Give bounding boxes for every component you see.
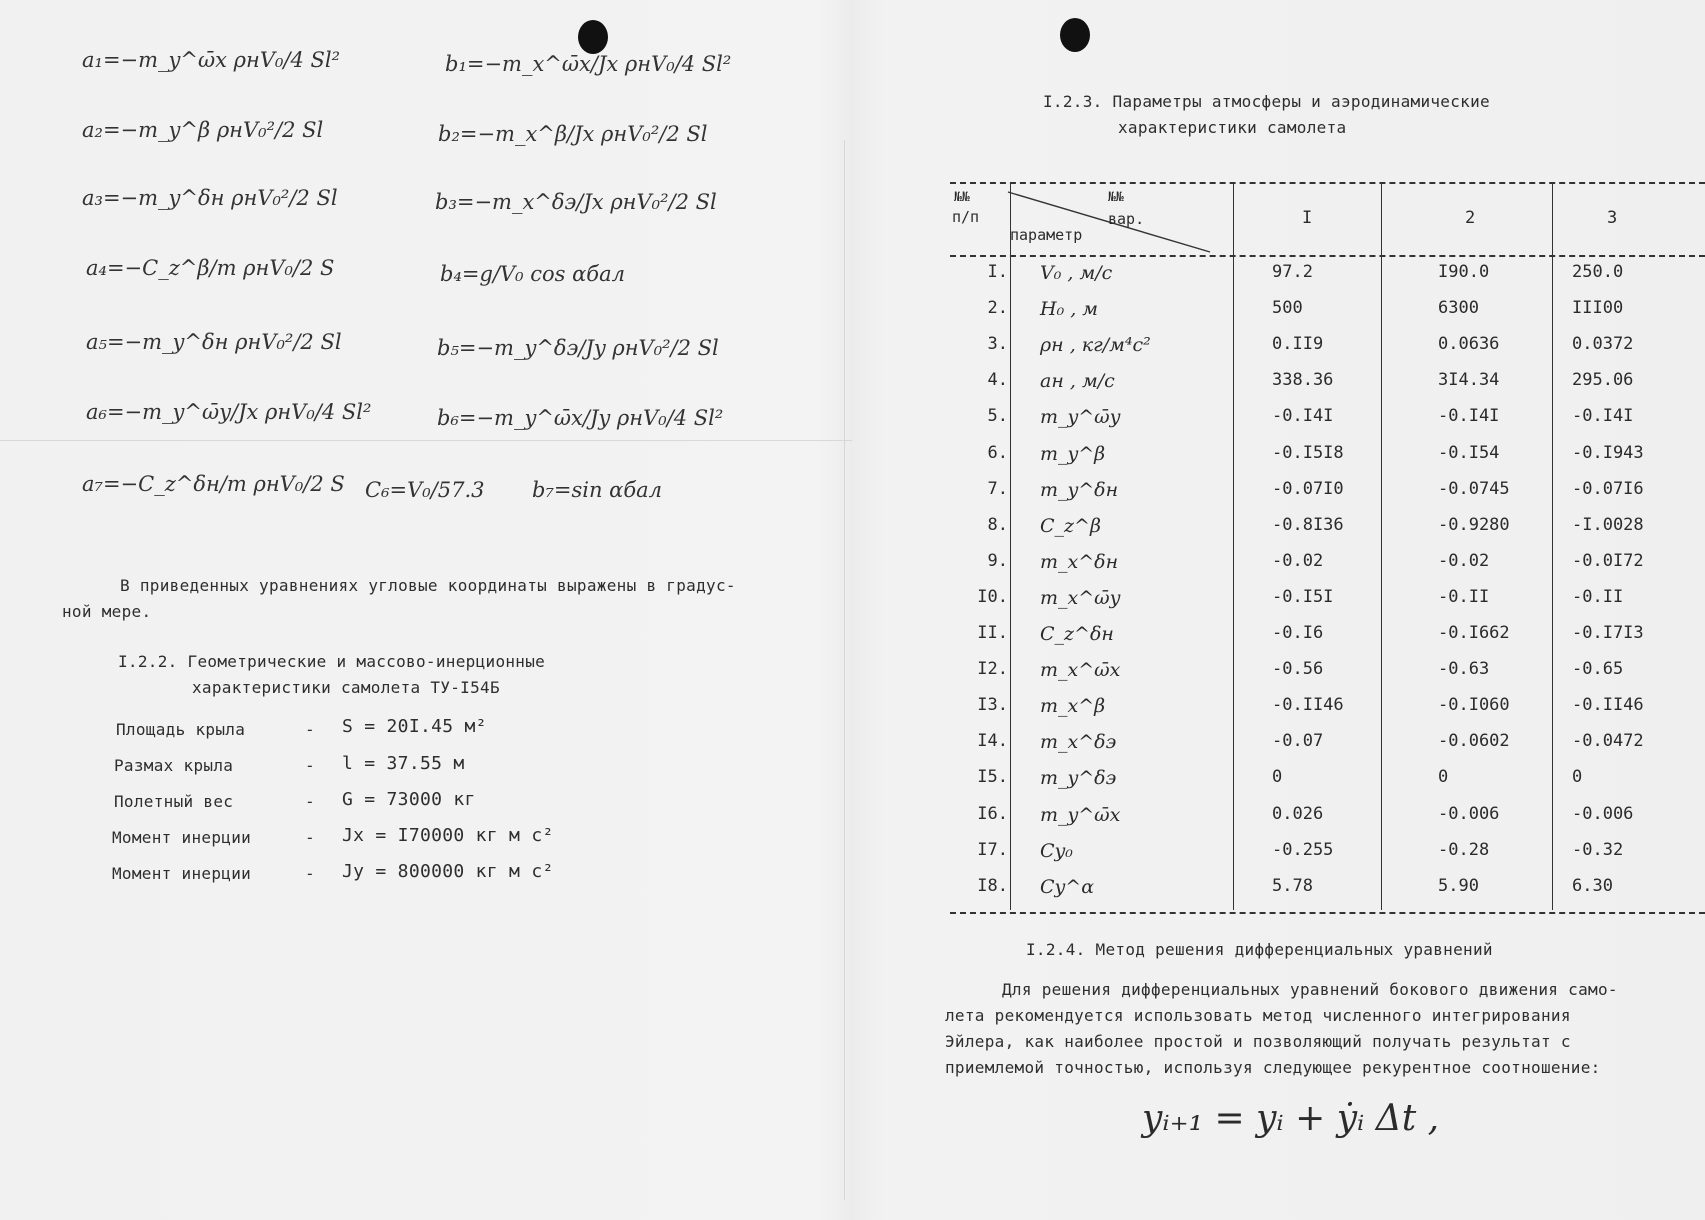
row-value-variant-1: -0.07I0 [1272, 478, 1344, 499]
table-col-divider [1552, 184, 1553, 910]
row-value-variant-1: 5.78 [1272, 875, 1313, 896]
row-value-variant-1: -0.255 [1272, 839, 1334, 860]
char-dash: - [305, 720, 315, 739]
row-number: I8. [977, 875, 1008, 896]
row-number: I6. [977, 803, 1008, 824]
row-value-variant-3: -0.I943 [1572, 442, 1644, 463]
row-value-variant-3: 295.06 [1572, 370, 1634, 391]
formula-b1: b₁=−m_x^ω̄x/Jx ρнV₀/4 Sl² [445, 52, 732, 76]
row-value-variant-1: -0.56 [1272, 659, 1324, 680]
row-parameter: Cy^α [1040, 875, 1095, 898]
row-value-variant-1: 338.36 [1272, 370, 1334, 391]
char-value: S = 20I.45 м² [342, 716, 487, 737]
euler-formula: yᵢ₊₁ = yᵢ + ẏᵢ Δt , [1142, 1098, 1440, 1139]
row-parameter: m_y^δэ [1040, 767, 1117, 790]
row-value-variant-1: 0 [1272, 767, 1283, 788]
char-label: Момент инерции [112, 864, 252, 883]
row-parameter: C_z^β [1040, 514, 1101, 537]
char-label: Полетный вес [114, 792, 234, 811]
formula-b2: b₂=−m_x^β/Jx ρнV₀²/2 Sl [438, 122, 708, 146]
char-dash: - [305, 828, 315, 847]
row-value-variant-2: -0.I060 [1438, 695, 1510, 716]
row-parameter: m_y^ω̄x [1040, 803, 1121, 826]
row-parameter: ρн , кг/м⁴с² [1040, 334, 1151, 357]
row-parameter: V₀ , м/с [1040, 262, 1113, 284]
row-value-variant-2: -0.I54 [1438, 442, 1500, 463]
header-num-2: п/п [952, 208, 980, 226]
punch-hole-icon [1060, 18, 1090, 52]
formula-a3: a₃=−m_y^δн ρнV₀²/2 Sl [82, 186, 338, 210]
header-variant-1: I [1302, 208, 1313, 228]
header-variant-2: 2 [1465, 208, 1476, 228]
row-parameter: aн , м/с [1040, 370, 1115, 393]
row-value-variant-3: -0.32 [1572, 839, 1624, 860]
row-number: I0. [977, 586, 1008, 607]
row-value-variant-3: -0.0472 [1572, 731, 1644, 752]
formula-b4: b₄=g/V₀ cos αбал [440, 262, 625, 286]
row-value-variant-2: -0.28 [1438, 839, 1490, 860]
row-value-variant-1: 97.2 [1272, 262, 1313, 282]
row-value-variant-2: 0 [1438, 767, 1449, 788]
row-value-variant-3: -0.I7I3 [1572, 623, 1644, 643]
row-parameter: m_y^β [1040, 442, 1106, 465]
section-124-title: I.2.4. Метод решения дифференциальных уравнений [1026, 940, 1493, 959]
row-value-variant-2: 0.0636 [1438, 334, 1500, 355]
char-dash: - [305, 756, 315, 775]
row-value-variant-2: 3I4.34 [1438, 370, 1500, 391]
row-value-variant-3: -0.0I72 [1572, 550, 1644, 571]
row-number: I3. [977, 695, 1008, 716]
row-value-variant-3: III00 [1572, 298, 1624, 319]
row-value-variant-1: -0.07 [1272, 731, 1324, 752]
formula-a6: a₆=−m_y^ω̄y/Jx ρнV₀/4 Sl² [86, 400, 372, 424]
row-parameter: m_x^ω̄x [1040, 659, 1121, 682]
row-value-variant-2: -0.0745 [1438, 478, 1510, 499]
row-number: 2. [987, 298, 1008, 319]
row-parameter: m_y^ω̄y [1040, 406, 1121, 429]
section-124-line: Для решения дифференциальных уравнений бокового движения само- [1002, 980, 1618, 999]
paper-center-fold [844, 140, 845, 1200]
row-number: 4. [987, 370, 1008, 391]
char-label: Размах крыла [114, 756, 234, 775]
row-value-variant-1: 0.II9 [1272, 334, 1324, 355]
row-value-variant-2: -0.I4I [1438, 406, 1500, 427]
section-123-subtitle: характеристики самолета [1118, 118, 1347, 137]
row-value-variant-1: -0.8I36 [1272, 514, 1344, 535]
formula-c6: C₆=V₀/57.3 [365, 478, 485, 502]
row-value-variant-3: -0.65 [1572, 659, 1624, 680]
table-col-divider [1233, 184, 1234, 910]
row-value-variant-2: -0.I662 [1438, 623, 1510, 643]
row-value-variant-3: -0.II46 [1572, 695, 1644, 716]
formula-b7: b₇=sin αбал [532, 478, 663, 502]
row-value-variant-3: 0 [1572, 767, 1583, 788]
formula-a7: a₇=−C_z^δн/m ρнV₀/2 S [82, 472, 345, 496]
char-label: Площадь крыла [116, 720, 246, 739]
row-value-variant-3: -0.I4I [1572, 406, 1634, 427]
row-number: 9. [987, 550, 1008, 571]
section-122-subtitle: характеристики самолета ТУ-I54Б [192, 678, 500, 697]
char-dash: - [305, 864, 315, 883]
row-value-variant-3: 6.30 [1572, 875, 1613, 896]
row-value-variant-2: -0.II [1438, 586, 1490, 607]
row-value-variant-2: 6300 [1438, 298, 1479, 319]
char-value: Jx = I70000 кг м с² [342, 825, 554, 846]
row-parameter: H₀ , м [1040, 298, 1099, 321]
row-number: I4. [977, 731, 1008, 752]
row-value-variant-1: -0.I4I [1272, 406, 1334, 427]
row-value-variant-1: -0.02 [1272, 550, 1324, 571]
row-number: I2. [977, 659, 1008, 680]
row-value-variant-3: 250.0 [1572, 262, 1624, 282]
row-parameter: C_z^δн [1040, 623, 1114, 645]
row-value-variant-1: -0.I6 [1272, 623, 1324, 643]
row-value-variant-2: -0.9280 [1438, 514, 1510, 535]
table-col-divider [1381, 184, 1382, 910]
formula-a4: a₄=−C_z^β/m ρнV₀/2 S [86, 256, 335, 280]
row-value-variant-1: 500 [1272, 298, 1303, 319]
paper-fold-line [0, 440, 852, 441]
header-var-1: №№ [1108, 190, 1124, 205]
punch-hole-icon [578, 20, 608, 54]
section-123-title: I.2.3. Параметры атмосферы и аэродинамические [1043, 92, 1490, 111]
row-number: 3. [987, 334, 1008, 355]
row-value-variant-3: -0.07I6 [1572, 478, 1644, 499]
char-dash: - [305, 792, 315, 811]
formula-a2: a₂=−m_y^β ρнV₀²/2 Sl [82, 118, 324, 142]
row-value-variant-3: -I.0028 [1572, 514, 1644, 535]
header-param: параметр [1010, 226, 1083, 244]
section-122-title: I.2.2. Геометрические и массово-инерционные [118, 652, 546, 671]
row-parameter: m_x^δн [1040, 550, 1119, 573]
row-parameter: m_x^β [1040, 695, 1106, 718]
row-number: 8. [987, 514, 1008, 535]
header-variant-3: 3 [1607, 208, 1618, 228]
row-number: I. [987, 262, 1008, 282]
row-value-variant-2: 5.90 [1438, 875, 1479, 896]
row-value-variant-2: -0.63 [1438, 659, 1490, 680]
formula-b5: b₅=−m_y^δэ/Jy ρнV₀²/2 Sl [437, 336, 719, 360]
row-value-variant-2: -0.0602 [1438, 731, 1510, 752]
row-parameter: m_y^δн [1040, 478, 1119, 501]
row-value-variant-2: -0.02 [1438, 550, 1490, 571]
header-num-1: №№ [954, 190, 970, 205]
section-124-line: приемлемой точностью, используя следующее рекурентное соотношение: [945, 1058, 1601, 1077]
degree-note-line2: ной мере. [62, 602, 152, 621]
table-col-divider [1010, 184, 1011, 910]
row-value-variant-1: -0.I5I8 [1272, 442, 1344, 463]
row-value-variant-1: -0.I5I [1272, 586, 1334, 607]
char-value: l = 37.55 м [342, 753, 465, 774]
section-124-line: Эйлера, как наиболее простой и позволяющий получать результат с [945, 1032, 1571, 1051]
row-value-variant-1: -0.II46 [1272, 695, 1344, 716]
row-parameter: m_x^δэ [1040, 731, 1117, 754]
row-number: 7. [987, 478, 1008, 499]
char-value: G = 73000 кг [342, 789, 476, 810]
row-value-variant-2: -0.006 [1438, 803, 1500, 824]
row-number: I7. [977, 839, 1008, 860]
row-value-variant-3: 0.0372 [1572, 334, 1634, 355]
row-number: 5. [987, 406, 1008, 427]
row-number: 6. [987, 442, 1008, 463]
char-value: Jy = 800000 кг м с² [342, 861, 554, 882]
row-parameter: m_x^ω̄y [1040, 586, 1121, 609]
row-value-variant-1: 0.026 [1272, 803, 1324, 824]
row-number: I5. [977, 767, 1008, 788]
char-label: Момент инерции [112, 828, 252, 847]
formula-b6: b₆=−m_y^ω̄x/Jy ρнV₀/4 Sl² [437, 406, 724, 430]
section-124-line: лета рекомендуется использовать метод численного интегрирования [945, 1006, 1571, 1025]
row-value-variant-2: I90.0 [1438, 262, 1490, 282]
degree-note-line1: В приведенных уравнениях угловые координаты выражены в градус- [120, 576, 736, 595]
formula-b3: b₃=−m_x^δэ/Jx ρнV₀²/2 Sl [435, 190, 717, 214]
row-parameter: Cy₀ [1040, 839, 1073, 862]
header-var-2: вар. [1108, 210, 1145, 228]
table-top-rule [950, 182, 1705, 184]
row-value-variant-3: -0.006 [1572, 803, 1634, 824]
formula-a5: a₅=−m_y^δн ρнV₀²/2 Sl [86, 330, 342, 354]
formula-a1: a₁=−m_y^ω̄x ρнV₀/4 Sl² [82, 48, 341, 72]
table-bottom-rule [950, 912, 1705, 914]
row-value-variant-3: -0.II [1572, 586, 1624, 607]
row-number: II. [977, 623, 1008, 643]
